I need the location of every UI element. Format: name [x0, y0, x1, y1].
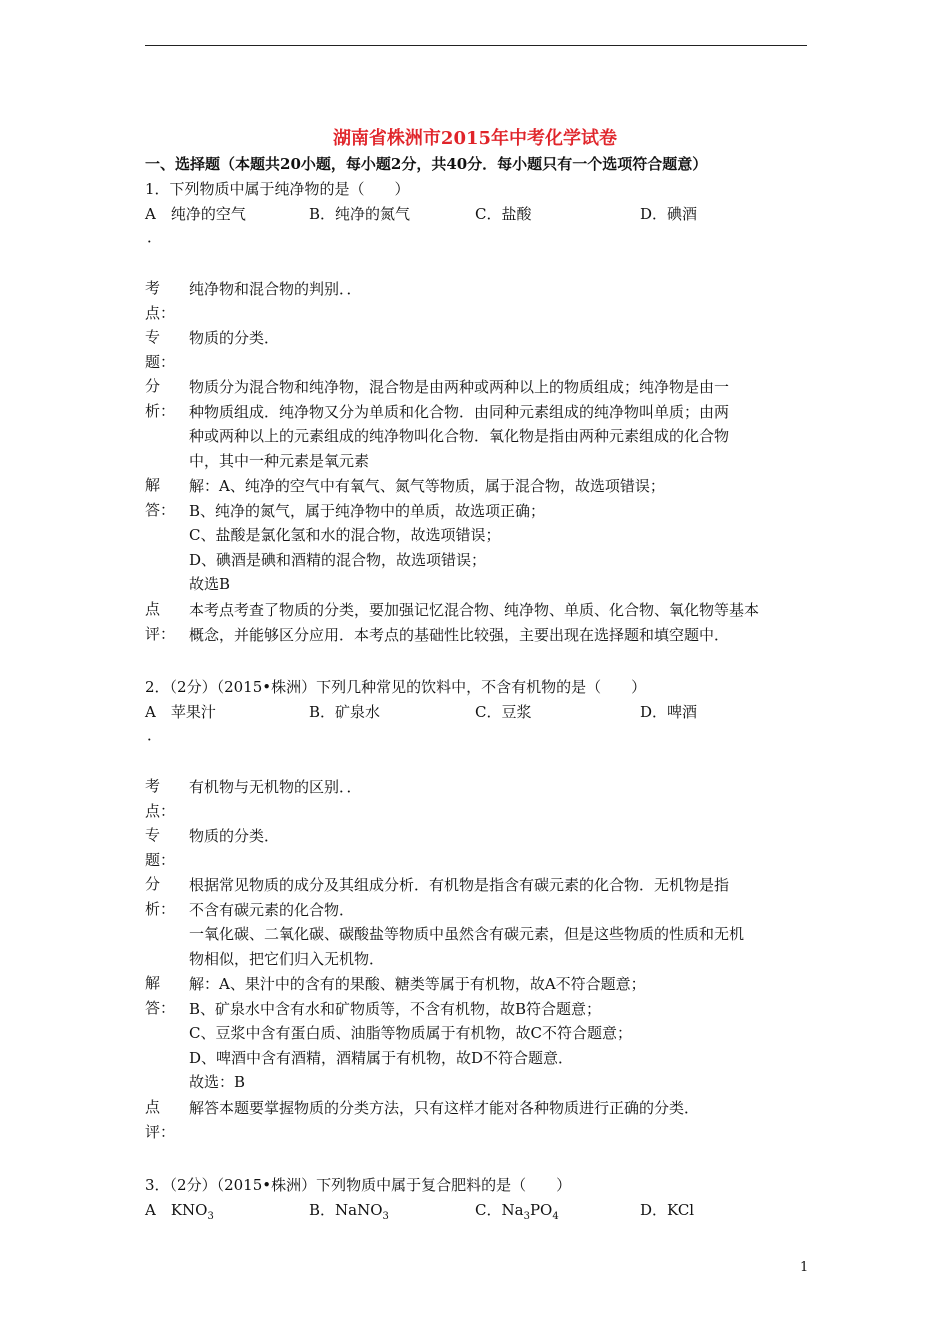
- text-line: 故选：B: [189, 1073, 246, 1091]
- q2-option-b: B．矿泉水: [309, 703, 381, 721]
- q2-label-fenxi-1: 分: [145, 875, 161, 893]
- q2-option-c: C．豆浆: [475, 703, 532, 721]
- q3-option-c: [475, 1199, 559, 1222]
- section-heading: 一、选择题（本题共20小题，每小题2分，共40分．每小题只有一个选项符合题意）: [145, 155, 708, 173]
- text-line: 概念，并能够区分应用．本考点的基础性比较强，主要出现在选择题和填空题中．: [189, 625, 730, 644]
- q1-fenxi-body: [189, 375, 809, 473]
- q2-label-kaodian-1: 考: [145, 777, 161, 795]
- text-line: B、纯净的氮气，属于纯净物中的单质，故选项正确；: [189, 501, 546, 520]
- text-line: 解：A、果汁中的含有的果酸、糖类等属于有机物，故A不符合题意；: [189, 975, 646, 993]
- q2-label-dianping-1: 点: [145, 1098, 161, 1116]
- question-1-stem: 1．下列物质中属于纯净物的是（ ）: [145, 180, 410, 198]
- q1-zhuanti-body: [189, 326, 809, 351]
- formula: KCl: [667, 1201, 695, 1219]
- formula: NaNO: [335, 1201, 383, 1219]
- text-line: 有机物与无机物的区别．．: [189, 778, 362, 796]
- q2-dot: ．: [147, 726, 163, 744]
- text-line: B、矿泉水中含有水和矿物质等，不含有机物，故B符合题意；: [189, 999, 602, 1018]
- q1-option-b: B．纯净的氮气: [309, 205, 411, 223]
- q3-option-d: [640, 1199, 694, 1220]
- option-letter: A: [145, 1201, 171, 1219]
- text-line: 解：A、纯净的空气中有氧气、氮气等物质，属于混合物，故选项错误；: [189, 477, 665, 495]
- q2-option-a: A 苹果汁: [145, 703, 216, 721]
- text-line: 种或两种以上的元素组成的纯净物叫化合物．氧化物是指由两种元素组成的化合物: [189, 427, 730, 445]
- q2-label-fenxi-2: 析：: [145, 900, 176, 918]
- formula: Na: [501, 1201, 524, 1219]
- text-line: 物相似，把它们归入无机物．: [189, 949, 385, 968]
- q1-dot: ．: [147, 228, 163, 246]
- q1-label-jieda-1: 解: [145, 476, 161, 494]
- text-line: 中，其中一种元素是氧元素: [189, 451, 370, 470]
- q1-label-dianping-2: 评：: [145, 625, 176, 643]
- text-line: 物质分为混合物和纯净物，混合物是由两种或两种以上的物质组成；纯净物是由一: [189, 378, 730, 396]
- q2-dianping-body: [189, 1096, 809, 1121]
- q2-option-d: D．啤酒: [640, 703, 698, 721]
- option-letter: C．: [475, 1201, 502, 1219]
- text-line: 根据常见物质的成分及其组成分析．有机物是指含有碳元素的化合物．无机物是指: [189, 876, 730, 894]
- text-line: C、盐酸是氯化氢和水的混合物，故选项错误；: [189, 526, 501, 544]
- q1-label-zhuanti-2: 题：: [145, 353, 176, 371]
- q2-label-zhuanti-2: 题：: [145, 851, 176, 869]
- q1-option-a: A 纯净的空气: [145, 205, 246, 223]
- q1-label-dianping-1: 点: [145, 600, 161, 618]
- q2-kaodian-body: [189, 775, 809, 800]
- text-line: 本考点考查了物质的分类，要加强记忆混合物、纯净物、单质、化合物、氧化物等基本: [189, 601, 760, 619]
- q1-label-kaodian-1: 考: [145, 279, 161, 297]
- q1-label-fenxi-2: 析：: [145, 402, 176, 420]
- text-line: D、啤酒中含有酒精，酒精属于有机物，故D不符合题意．: [189, 1048, 574, 1067]
- q2-fenxi-body: [189, 873, 809, 971]
- text-line: D、碘酒是碘和酒精的混合物，故选项错误；: [189, 550, 487, 569]
- text-line: 故选B: [189, 575, 231, 593]
- text-line: 一氧化碳、二氧化碳、碳酸盐等物质中虽然含有碳元素，但是这些物质的性质和无机: [189, 925, 745, 943]
- q2-jieda-body: [189, 972, 809, 1095]
- formula-subscript-2: 4: [552, 1211, 559, 1222]
- text-line: 种物质组成．纯净物又分为单质和化合物．由同种元素组成的纯净物叫单质；由两: [189, 402, 730, 421]
- q3-option-a: [145, 1199, 214, 1222]
- formula-tail: PO: [529, 1201, 553, 1219]
- q1-jieda-body: [189, 474, 809, 597]
- q3-option-b: [309, 1199, 389, 1222]
- formula-subscript: 3: [523, 1211, 530, 1222]
- q2-label-jieda-2: 答：: [145, 999, 176, 1017]
- question-3-stem: 3．（2分）（2015•株洲）下列物质中属于复合肥料的是（ ）: [145, 1176, 572, 1194]
- text-line: 物质的分类．: [189, 329, 280, 347]
- q1-dianping-body: [189, 598, 809, 647]
- question-2-stem: 2．（2分）（2015•株洲）下列几种常见的饮料中，不含有机物的是（ ）: [145, 678, 647, 696]
- formula: KNO: [170, 1201, 208, 1219]
- page-number: 1: [800, 1260, 809, 1275]
- q2-label-zhuanti-1: 专: [145, 826, 161, 844]
- q2-label-jieda-1: 解: [145, 974, 161, 992]
- q2-label-kaodian-2: 点：: [145, 802, 176, 820]
- q2-label-dianping-2: 评：: [145, 1123, 176, 1141]
- q1-kaodian-body: [189, 277, 809, 302]
- text-line: 不含有碳元素的化合物．: [189, 900, 355, 919]
- page-title: 湖南省株洲市2015年中考化学试卷: [332, 128, 618, 149]
- option-letter: B．: [309, 1201, 336, 1219]
- formula-subscript: 3: [207, 1211, 214, 1222]
- text-line: 解答本题要掌握物质的分类方法，只有这样才能对各种物质进行正确的分类．: [189, 1099, 700, 1117]
- q1-label-kaodian-2: 点：: [145, 304, 176, 322]
- q1-option-c: C．盐酸: [475, 205, 532, 223]
- q1-label-zhuanti-1: 专: [145, 328, 161, 346]
- header-rule: [145, 45, 807, 46]
- q1-label-jieda-2: 答：: [145, 501, 176, 519]
- text-line: 纯净物和混合物的判别．．: [189, 280, 362, 298]
- text-line: C、豆浆中含有蛋白质、油脂等物质属于有机物，故C不符合题意；: [189, 1024, 632, 1042]
- option-letter: D．: [640, 1201, 668, 1219]
- text-line: 物质的分类．: [189, 827, 280, 845]
- q2-zhuanti-body: [189, 824, 809, 849]
- q1-option-d: D．碘酒: [640, 205, 698, 223]
- q1-label-fenxi-1: 分: [145, 377, 161, 395]
- formula-subscript: 3: [382, 1211, 389, 1222]
